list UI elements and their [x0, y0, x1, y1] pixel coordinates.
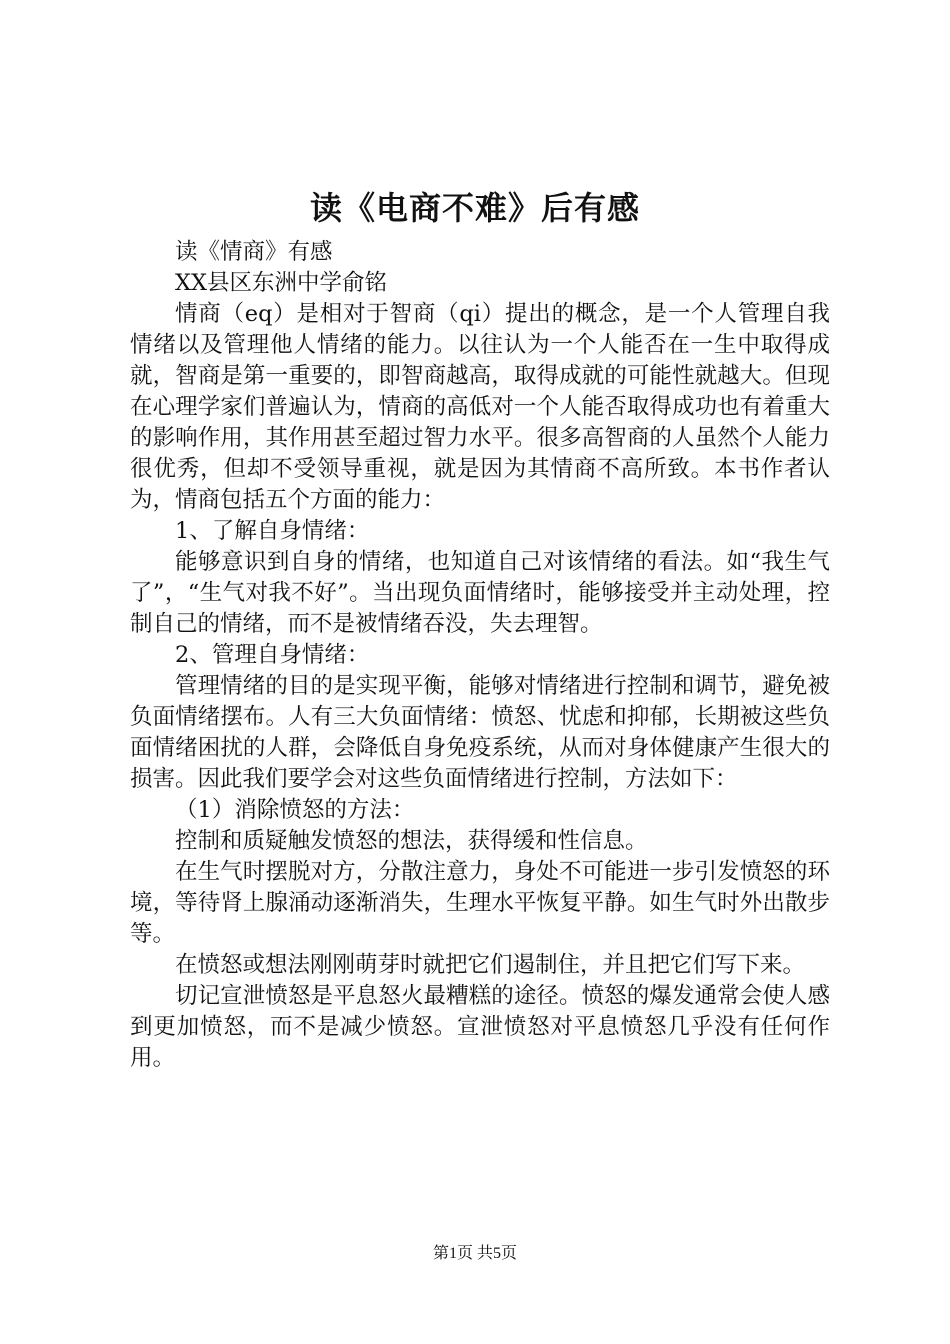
paragraph-author: XX县区东洲中学俞铭: [175, 270, 388, 296]
paragraph-section-2: 管理情绪的目的是实现平衡，能够对情绪进行控制和调节，避免被负面情绪摆布。人有三大负面情绪：愤怒、忧虑和抑郁，长期被这些负面情绪困扰的人群，会降低自身免疫系统，从而对身体健康产生很大的损害。因此我们要学会对这些负面情绪进行控制，方法如下：: [130, 673, 830, 792]
paragraph-heading-2: 2、管理自身情绪：: [175, 642, 370, 668]
paragraph-method-3: 在愤怒或想法刚刚萌芽时就把它们遏制住，并且把它们写下来。: [175, 952, 806, 978]
document-body: [130, 237, 830, 1074]
footer-total-pages: 5: [493, 1245, 502, 1262]
paragraph-subtitle: 读《情商》有感: [175, 239, 333, 265]
footer-page-prefix: 第: [432, 1245, 449, 1262]
paragraph-intro: 情商（eq）是相对于智商（qi）提出的概念，是一个人管理自我情绪以及管理他人情绪的能力。以往认为一个人能否在一生中取得成就，智商是第一重要的，即智商越高，取得成就的可能性就越大。但现在心理学家们普遍认为，情商的高低对一个人能否取得成功也有着重大的影响作用，其作用甚至超过智力水平。很多高智商的人虽然个人能力很优秀，但却不受领导重视，就是因为其情商不高所致。本书作者认为，情商包括五个方面的能力：: [130, 301, 830, 513]
document-title: 读《电商不难》后有感: [309, 189, 640, 227]
paragraph-heading-1: 1、了解自身情绪：: [175, 518, 370, 544]
paragraph-section-1: 能够意识到自身的情绪，也知道自己对该情绪的看法。如“我生气了”，“生气对我不好”。当出现负面情绪时，能够接受并主动处理，控制自己的情绪，而不是被情绪吞没，失去理智。: [130, 549, 830, 637]
footer-total-suffix: 页: [501, 1245, 518, 1262]
paragraph-method-4: 切记宣泄愤怒是平息怒火最糟糕的途径。愤怒的爆发通常会使人感到更加愤怒，而不是减少愤怒。宣泄愤怒对平息愤怒几乎没有任何作用。: [130, 983, 830, 1071]
footer-page-number: 1: [448, 1245, 457, 1262]
footer-total-prefix: 共: [477, 1245, 494, 1262]
footer-page-suffix: 页: [456, 1245, 473, 1262]
paragraph-subheading-1: （1）消除愤怒的方法：: [175, 797, 415, 823]
paragraph-method-2: 在生气时摆脱对方，分散注意力，身处不可能进一步引发愤怒的环境，等待肾上腺涌动逐渐消失，生理水平恢复平静。如生气时外出散步等。: [130, 859, 830, 947]
paragraph-method-1: 控制和质疑触发愤怒的想法，获得缓和性信息。: [175, 828, 648, 854]
page-footer: [0, 1242, 950, 1266]
